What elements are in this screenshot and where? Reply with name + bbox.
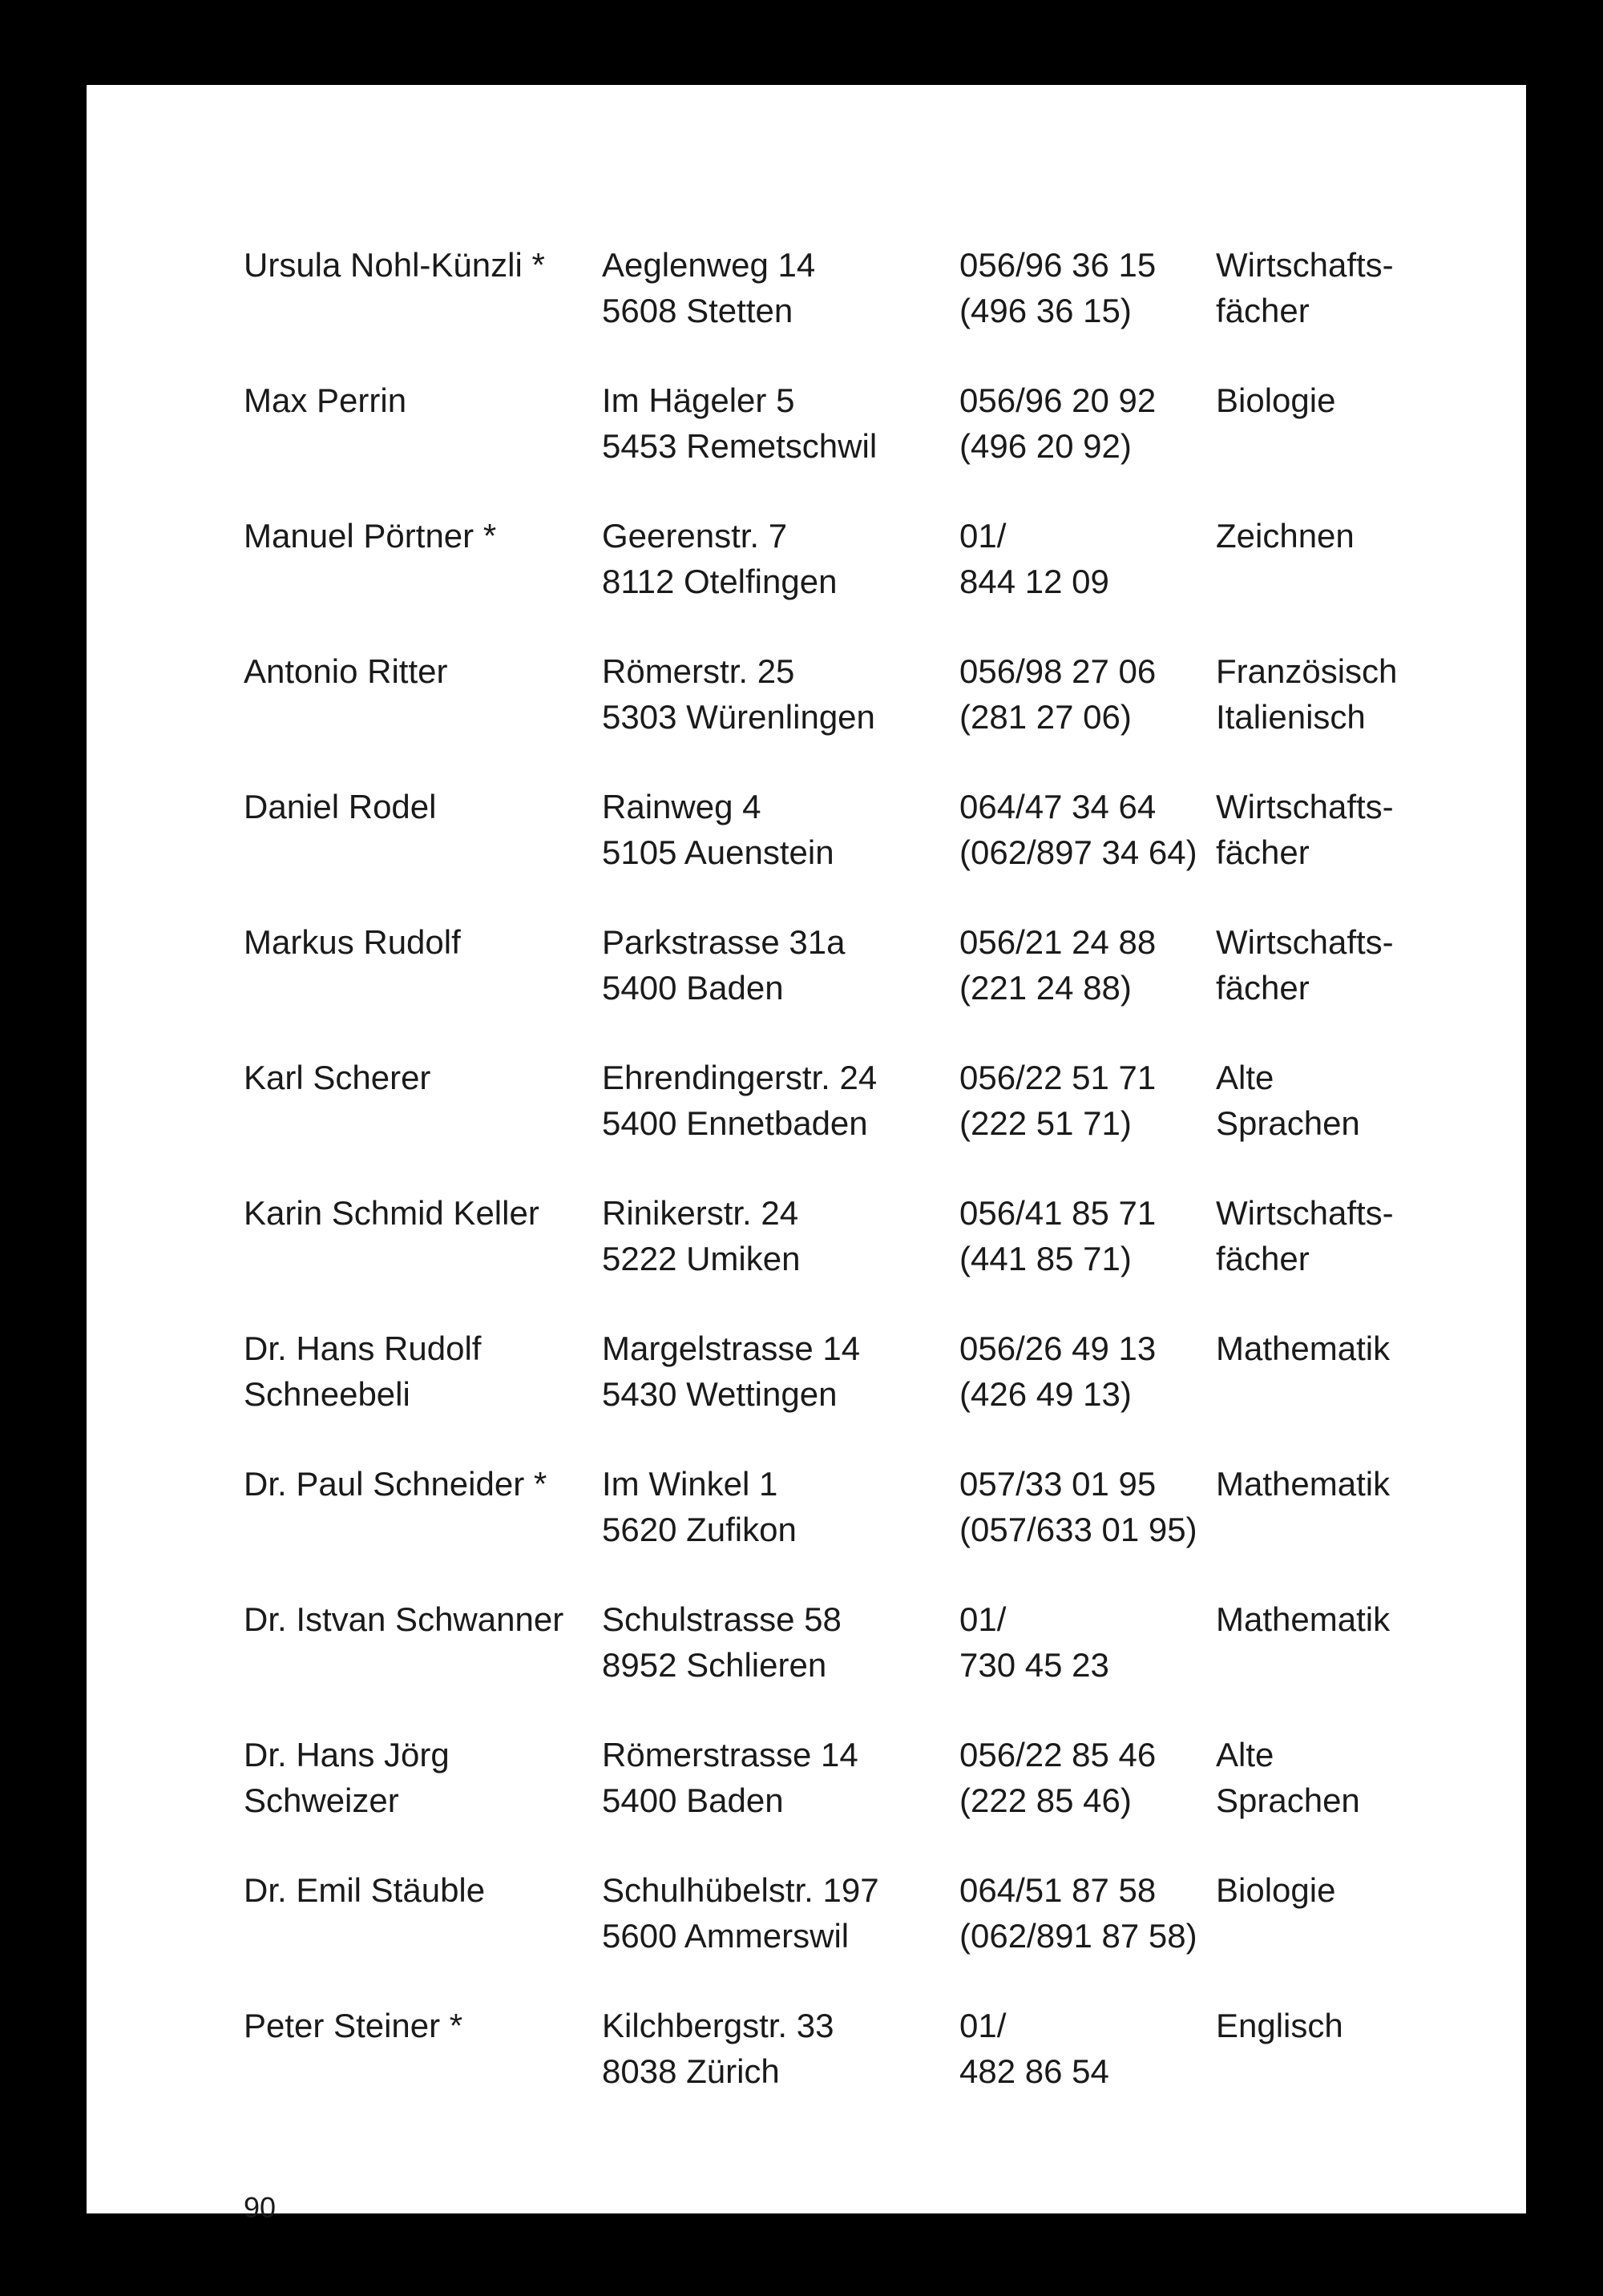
entry-phone-line: 056/26 49 13 [959,1330,1157,1367]
entry-subject-line: Biologie [1216,1871,1336,1909]
entry-name-line: Antonio Ritter [244,652,448,690]
entry-name-line: Karin Schmid Keller [244,1194,539,1232]
entry-phone-line: (222 51 71) [959,1104,1132,1142]
entry-name [244,377,602,513]
entry-address [602,1732,959,1867]
entry-address-line: Römerstrasse 14 [602,1736,858,1773]
entry-phone [959,1190,1216,1326]
entry-name-line: Dr. Hans Rudolf [244,1330,482,1367]
entry-address [602,1596,959,1732]
entry-address-line: 5430 Wettingen [602,1375,838,1413]
entry-address-line: Ehrendingerstr. 24 [602,1059,878,1096]
entry-address-line: 5400 Baden [602,1782,784,1819]
entry-address-line: 5608 Stetten [602,292,793,329]
entry-subject [1216,648,1488,784]
entry-name [244,1867,602,2003]
entry-name-line: Max Perrin [244,381,407,419]
entry-name [244,1732,602,1867]
entry-name-line [244,965,602,1011]
entry-name-line: Schneebeli [244,1375,410,1413]
entry-address-line: Rainweg 4 [602,788,761,825]
entry-phone [959,1055,1216,1190]
entry-subject-line [1216,1371,1488,1417]
entry-name [244,919,602,1055]
entry-address-line: Aeglenweg 14 [602,246,816,284]
entry-subject-line: Französisch [1216,652,1398,690]
entry-phone-line: 064/51 87 58 [959,1871,1157,1909]
entry-subject [1216,377,1488,513]
entry-subject-line [1216,1913,1488,1959]
entry-phone-line: (441 85 71) [959,1240,1132,1277]
directory-entry [244,648,1494,784]
entry-address-line: 8038 Zürich [602,2052,780,2090]
entry-address-line: Schulstrasse 58 [602,1600,842,1638]
entry-name-line: Dr. Istvan Schwanner [244,1600,564,1638]
entry-phone [959,377,1216,513]
directory-entry [244,242,1494,377]
directory-entry [244,377,1494,513]
entry-address-line: 8952 Schlieren [602,1646,827,1684]
entry-name-line: Manuel Pörtner * [244,517,497,555]
entry-phone [959,1461,1216,1596]
entry-name [244,648,602,784]
entry-phone [959,513,1216,648]
directory-entry [244,1867,1494,2003]
entry-address-line: 5453 Remetschwil [602,427,878,465]
entry-phone-line: 01/ [959,1600,1007,1638]
entry-subject [1216,2003,1488,2138]
entry-address-line: Im Winkel 1 [602,1465,778,1503]
entry-subject-line: Wirtschafts- [1216,788,1394,825]
entry-name-line [244,559,602,604]
entry-subject-line [1216,1642,1488,1688]
entry-subject-line: Wirtschafts- [1216,923,1394,961]
entry-phone [959,784,1216,919]
entry-subject-line: Alte [1216,1059,1274,1096]
entry-phone-line: (496 36 15) [959,292,1132,329]
entry-subject [1216,919,1488,1055]
entry-address [602,2003,959,2138]
entry-subject-line: Italienisch [1216,698,1366,736]
entry-address-line: Rinikerstr. 24 [602,1194,799,1232]
page-number: 90 [244,2191,277,2224]
entry-address [602,784,959,919]
entry-subject-line: Wirtschafts- [1216,1194,1394,1232]
entry-address-line: 5105 Auenstein [602,833,834,871]
entry-subject [1216,242,1488,377]
entry-address-line: 5600 Ammerswil [602,1917,850,1955]
entry-phone-line: 01/ [959,517,1007,555]
entry-subject-line: fächer [1216,292,1310,329]
entry-phone-line: (426 49 13) [959,1375,1132,1413]
entry-name-line [244,1100,602,1146]
entry-name-line: Markus Rudolf [244,923,461,961]
entry-address [602,1326,959,1461]
entry-phone-line: (222 85 46) [959,1782,1132,1819]
entry-address-line: 5222 Umiken [602,1240,801,1277]
entry-address-line: 5303 Würenlingen [602,698,875,736]
directory-entry [244,1326,1494,1461]
entry-subject-line [1216,2048,1488,2094]
entry-name-line [244,423,602,469]
entry-subject-line: Englisch [1216,2007,1343,2044]
entry-address-line: Römerstr. 25 [602,652,795,690]
entry-name [244,2003,602,2138]
entry-phone-line: 844 12 09 [959,563,1109,600]
directory-entry [244,1596,1494,1732]
entry-phone-line: 01/ [959,2007,1007,2044]
entry-name-line: Dr. Hans Jörg [244,1736,450,1773]
directory-entry [244,919,1494,1055]
entry-phone-line: (281 27 06) [959,698,1132,736]
entry-address [602,513,959,648]
directory-entry [244,2003,1494,2138]
entry-name-line [244,694,602,740]
entry-subject [1216,1461,1488,1596]
entry-phone-line: 056/41 85 71 [959,1194,1157,1232]
entry-subject [1216,1055,1488,1190]
entry-phone-line: 056/96 20 92 [959,381,1157,419]
entry-phone-line: 056/21 24 88 [959,923,1157,961]
entry-address [602,377,959,513]
entry-address-line: Schulhübelstr. 197 [602,1871,879,1909]
entry-subject-line: fächer [1216,969,1310,1007]
entry-phone-line: 056/98 27 06 [959,652,1157,690]
entry-subject-line [1216,559,1488,604]
entry-address-line: 5620 Zufikon [602,1511,797,1548]
entry-phone-line: 730 45 23 [959,1646,1109,1684]
entry-subject-line: Sprachen [1216,1104,1360,1142]
entry-subject-line: Biologie [1216,381,1336,419]
entry-name-line: Ursula Nohl-Künzli * [244,246,545,284]
entry-name [244,1055,602,1190]
entry-address-line: Kilchbergstr. 33 [602,2007,834,2044]
entry-name-line [244,1507,602,1552]
entry-address-line: Parkstrasse 31a [602,923,846,961]
entry-phone [959,919,1216,1055]
entry-subject [1216,1326,1488,1461]
entry-name-line [244,288,602,333]
entry-address [602,242,959,377]
entry-phone-line: 056/96 36 15 [959,246,1157,284]
entry-phone-line: (496 20 92) [959,427,1132,465]
entry-address-line: 5400 Ennetbaden [602,1104,868,1142]
directory-entry [244,1190,1494,1326]
entry-name-line: Dr. Emil Stäuble [244,1871,486,1909]
entry-phone [959,1326,1216,1461]
entry-subject-line: Sprachen [1216,1782,1360,1819]
entry-subject-line: fächer [1216,1240,1310,1277]
entry-subject-line: Mathematik [1216,1330,1391,1367]
entry-name [244,784,602,919]
directory-entry [244,1732,1494,1867]
entry-subject [1216,513,1488,648]
entry-name-line: Daniel Rodel [244,788,437,825]
entry-phone-line: 064/47 34 64 [959,788,1157,825]
entry-name-line: Karl Scherer [244,1059,431,1096]
entry-address [602,1190,959,1326]
entry-name [244,513,602,648]
entry-phone [959,242,1216,377]
entry-subject-line [1216,1507,1488,1552]
entry-subject [1216,1190,1488,1326]
entry-phone-line: (062/891 87 58) [959,1917,1197,1955]
entry-address-line: Margelstrasse 14 [602,1330,861,1367]
entry-address-line: 8112 Otelfingen [602,563,838,600]
entry-phone-line: 056/22 85 46 [959,1736,1157,1773]
entry-subject [1216,1596,1488,1732]
entry-name-line: Peter Steiner * [244,2007,463,2044]
entry-subject-line [1216,423,1488,469]
entry-subject-line: fächer [1216,833,1310,871]
entry-name-line [244,829,602,875]
entry-address [602,1867,959,2003]
entry-name-line [244,1642,602,1688]
entry-name-line [244,2048,602,2094]
entry-name [244,1326,602,1461]
entry-name-line [244,1236,602,1281]
entry-address-line: Geerenstr. 7 [602,517,788,555]
directory-entry [244,784,1494,919]
entry-phone [959,1596,1216,1732]
entry-phone-line: (221 24 88) [959,969,1132,1007]
directory-entry [244,513,1494,648]
entry-subject-line: Alte [1216,1736,1274,1773]
entry-phone-line: 056/22 51 71 [959,1059,1157,1096]
entry-subject-line: Mathematik [1216,1465,1391,1503]
entry-address-line: Im Hägeler 5 [602,381,795,419]
entry-phone-line: (057/633 01 95) [959,1511,1197,1548]
entry-phone-line: 057/33 01 95 [959,1465,1157,1503]
teacher-directory [244,242,1494,2138]
entry-address [602,648,959,784]
entry-name-line: Dr. Paul Schneider * [244,1465,547,1503]
entry-phone [959,1867,1216,2003]
entry-subject-line: Zeichnen [1216,517,1355,555]
entry-name [244,242,602,377]
directory-entry [244,1055,1494,1190]
entry-subject [1216,1867,1488,2003]
entry-address-line: 5400 Baden [602,969,784,1007]
entry-name [244,1596,602,1732]
entry-phone-line: 482 86 54 [959,2052,1109,2090]
entry-address [602,919,959,1055]
entry-name-line: Schweizer [244,1782,399,1819]
entry-subject-line: Wirtschafts- [1216,246,1394,284]
document-page [87,85,1526,2224]
entry-phone [959,1732,1216,1867]
entry-phone [959,648,1216,784]
entry-subject [1216,1732,1488,1867]
entry-address [602,1461,959,1596]
entry-name [244,1461,602,1596]
entry-phone [959,2003,1216,2138]
entry-name-line [244,1913,602,1959]
entry-phone-line: (062/897 34 64) [959,833,1197,871]
entry-subject-line: Mathematik [1216,1600,1391,1638]
entry-subject [1216,784,1488,919]
entry-name [244,1190,602,1326]
directory-entry [244,1461,1494,1596]
entry-address [602,1055,959,1190]
